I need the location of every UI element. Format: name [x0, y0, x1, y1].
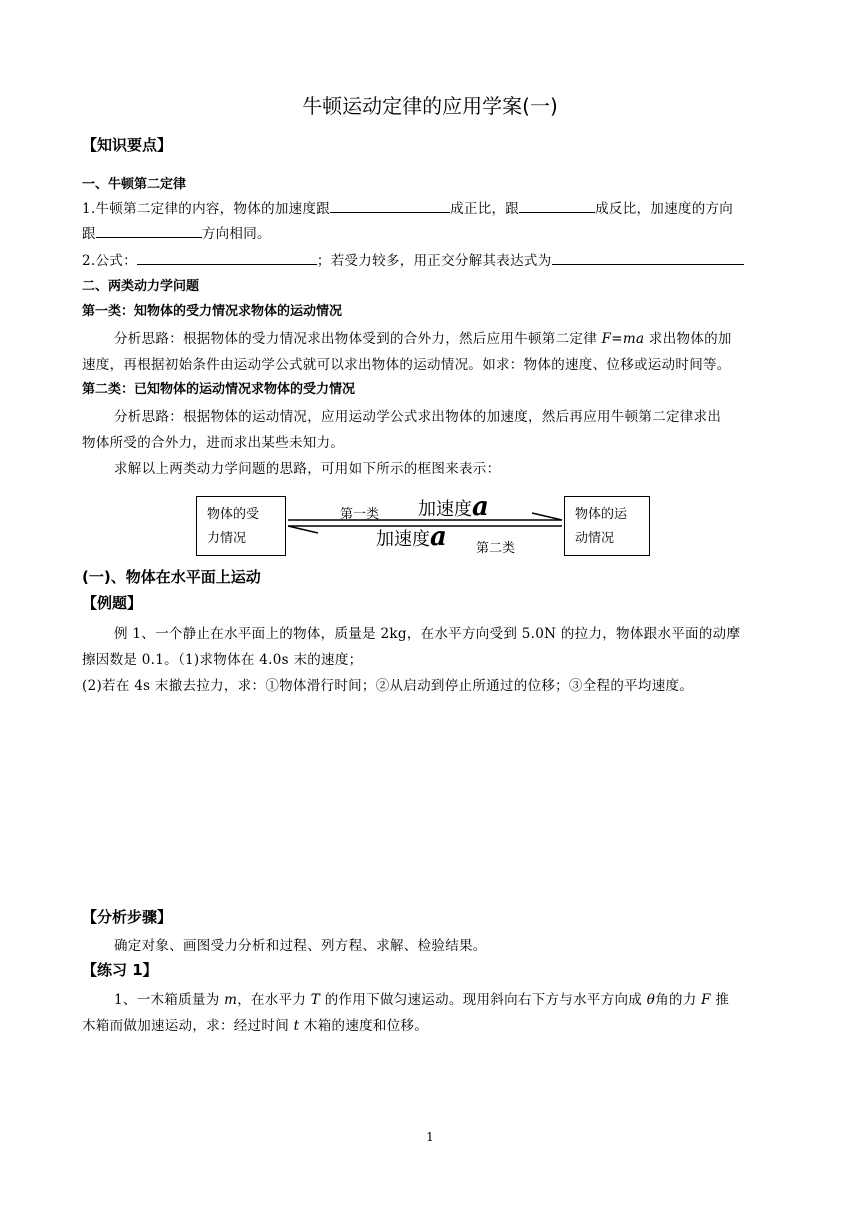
analysis-header: 【分析步骤】	[82, 908, 173, 926]
acceleration-symbol: a	[430, 522, 447, 552]
analysis-text: 确定对象、画图受力分析和过程、列方程、求解、检验结果。	[114, 938, 487, 954]
text-fragment: 跟	[82, 226, 96, 242]
text-fragment: 木箱而做加速运动，求：经过时间	[82, 1018, 294, 1034]
box-label: 物体的运	[575, 507, 628, 522]
blank-field[interactable]	[519, 198, 595, 213]
practice-line2	[82, 1014, 428, 1034]
text-fragment: 角的力	[655, 992, 702, 1008]
text-fragment: 成反比，加速度的方向	[595, 201, 734, 217]
type2-heading: 第二类：已知物体的运动情况求物体的受力情况	[82, 382, 356, 397]
text-fragment: 推	[710, 992, 730, 1008]
var-F: F	[701, 992, 711, 1008]
text-fragment: 1.牛顿第二定律的内容，物体的加速度跟	[82, 201, 331, 217]
page-number: 1	[426, 1130, 434, 1144]
type2-label: 第二类	[476, 541, 516, 556]
diagram-intro: 求解以上两类动力学问题的思路，可用如下所示的框图来表示：	[114, 461, 501, 477]
box-label: 物体的受	[207, 507, 260, 522]
example-line1: 例 1、一个静止在水平面上的物体，质量是 2kg，在水平方向受到 5.0N 的拉力，物体跟水平面的动摩	[114, 626, 741, 642]
top-acceleration-label	[418, 492, 489, 522]
type1-line2: 速度，再根据初始条件由运动学公式就可以求出物体的运动情况。如求：物体的速度、位移或运动时间等。	[82, 357, 731, 373]
practice-line1	[114, 988, 729, 1008]
type2-line2: 物体所受的合外力，进而求出某些未知力。	[82, 435, 345, 451]
force-situation-box	[196, 496, 286, 556]
law-content-line2	[82, 222, 271, 242]
type2-line1: 分析思路：根据物体的运动情况，应用运动学公式求出物体的加速度，然后再应用牛顿第二定律求出	[114, 409, 722, 425]
knowledge-header: 【知识要点】	[82, 136, 173, 154]
practice-header: 【练习 1】	[82, 961, 158, 979]
blank-field[interactable]	[330, 198, 450, 213]
blank-field[interactable]	[96, 223, 202, 238]
backward-arrow-head	[288, 526, 318, 533]
blank-field[interactable]	[137, 250, 317, 265]
text-fragment: 2.公式：	[82, 253, 137, 269]
acceleration-symbol: a	[472, 492, 489, 522]
var-m: m	[224, 992, 238, 1008]
var-theta: θ	[646, 992, 656, 1008]
section2-heading: 二、两类动力学问题	[82, 279, 200, 294]
text-fragment: 方向相同。	[201, 226, 271, 242]
forward-arrow-head	[532, 513, 562, 520]
acceleration-text: 加速度	[418, 499, 472, 520]
blank-field[interactable]	[552, 250, 744, 265]
type1-label: 第一类	[340, 507, 380, 522]
var-t: t	[293, 1018, 300, 1034]
text-fragment: 成正比，跟	[450, 201, 520, 217]
acceleration-text: 加速度	[376, 529, 430, 550]
text-fragment: ；若受力较多，用正交分解其表达式为	[316, 253, 552, 269]
text-fragment: 分析思路：根据物体的受力情况求出物体受到的合外力，然后应用牛顿第二定律	[114, 331, 602, 347]
box-label: 力情况	[207, 531, 247, 546]
text-fragment: 木箱的速度和位移。	[299, 1018, 429, 1034]
formula: F=ma	[601, 331, 645, 347]
text-fragment: 1、一木箱质量为	[114, 992, 225, 1008]
section-horizontal-motion: (一)、物体在水平面上运动	[82, 568, 261, 586]
example-line3: (2)若在 4s 末撤去拉力，求：①物体滑行时间；②从启动到停止所通过的位移；③全程的平均速度。	[82, 678, 694, 694]
motion-situation-box	[564, 496, 650, 556]
section1-heading: 一、牛顿第二定律	[82, 177, 187, 192]
type1-heading: 第一类：知物体的受力情况求物体的运动情况	[82, 304, 343, 319]
text-fragment: ，在水平力	[237, 992, 311, 1008]
text-fragment: 的作用下做匀速运动。现用斜向右下方与水平方向成	[320, 992, 647, 1008]
page-title: 牛顿运动定律的应用学案(一)	[302, 94, 558, 118]
type1-line1	[114, 327, 732, 347]
example-line2: 擦因数是 0.1。（1)求物体在 4.0s 末的速度；	[82, 652, 363, 668]
var-T: T	[310, 992, 321, 1008]
text-fragment: 求出物体的加	[644, 331, 732, 347]
law-content-line1	[82, 197, 733, 217]
box-label: 动情况	[575, 531, 615, 546]
formula-line	[82, 249, 744, 269]
example-header: 【例题】	[82, 594, 143, 612]
bottom-acceleration-label	[376, 522, 447, 552]
